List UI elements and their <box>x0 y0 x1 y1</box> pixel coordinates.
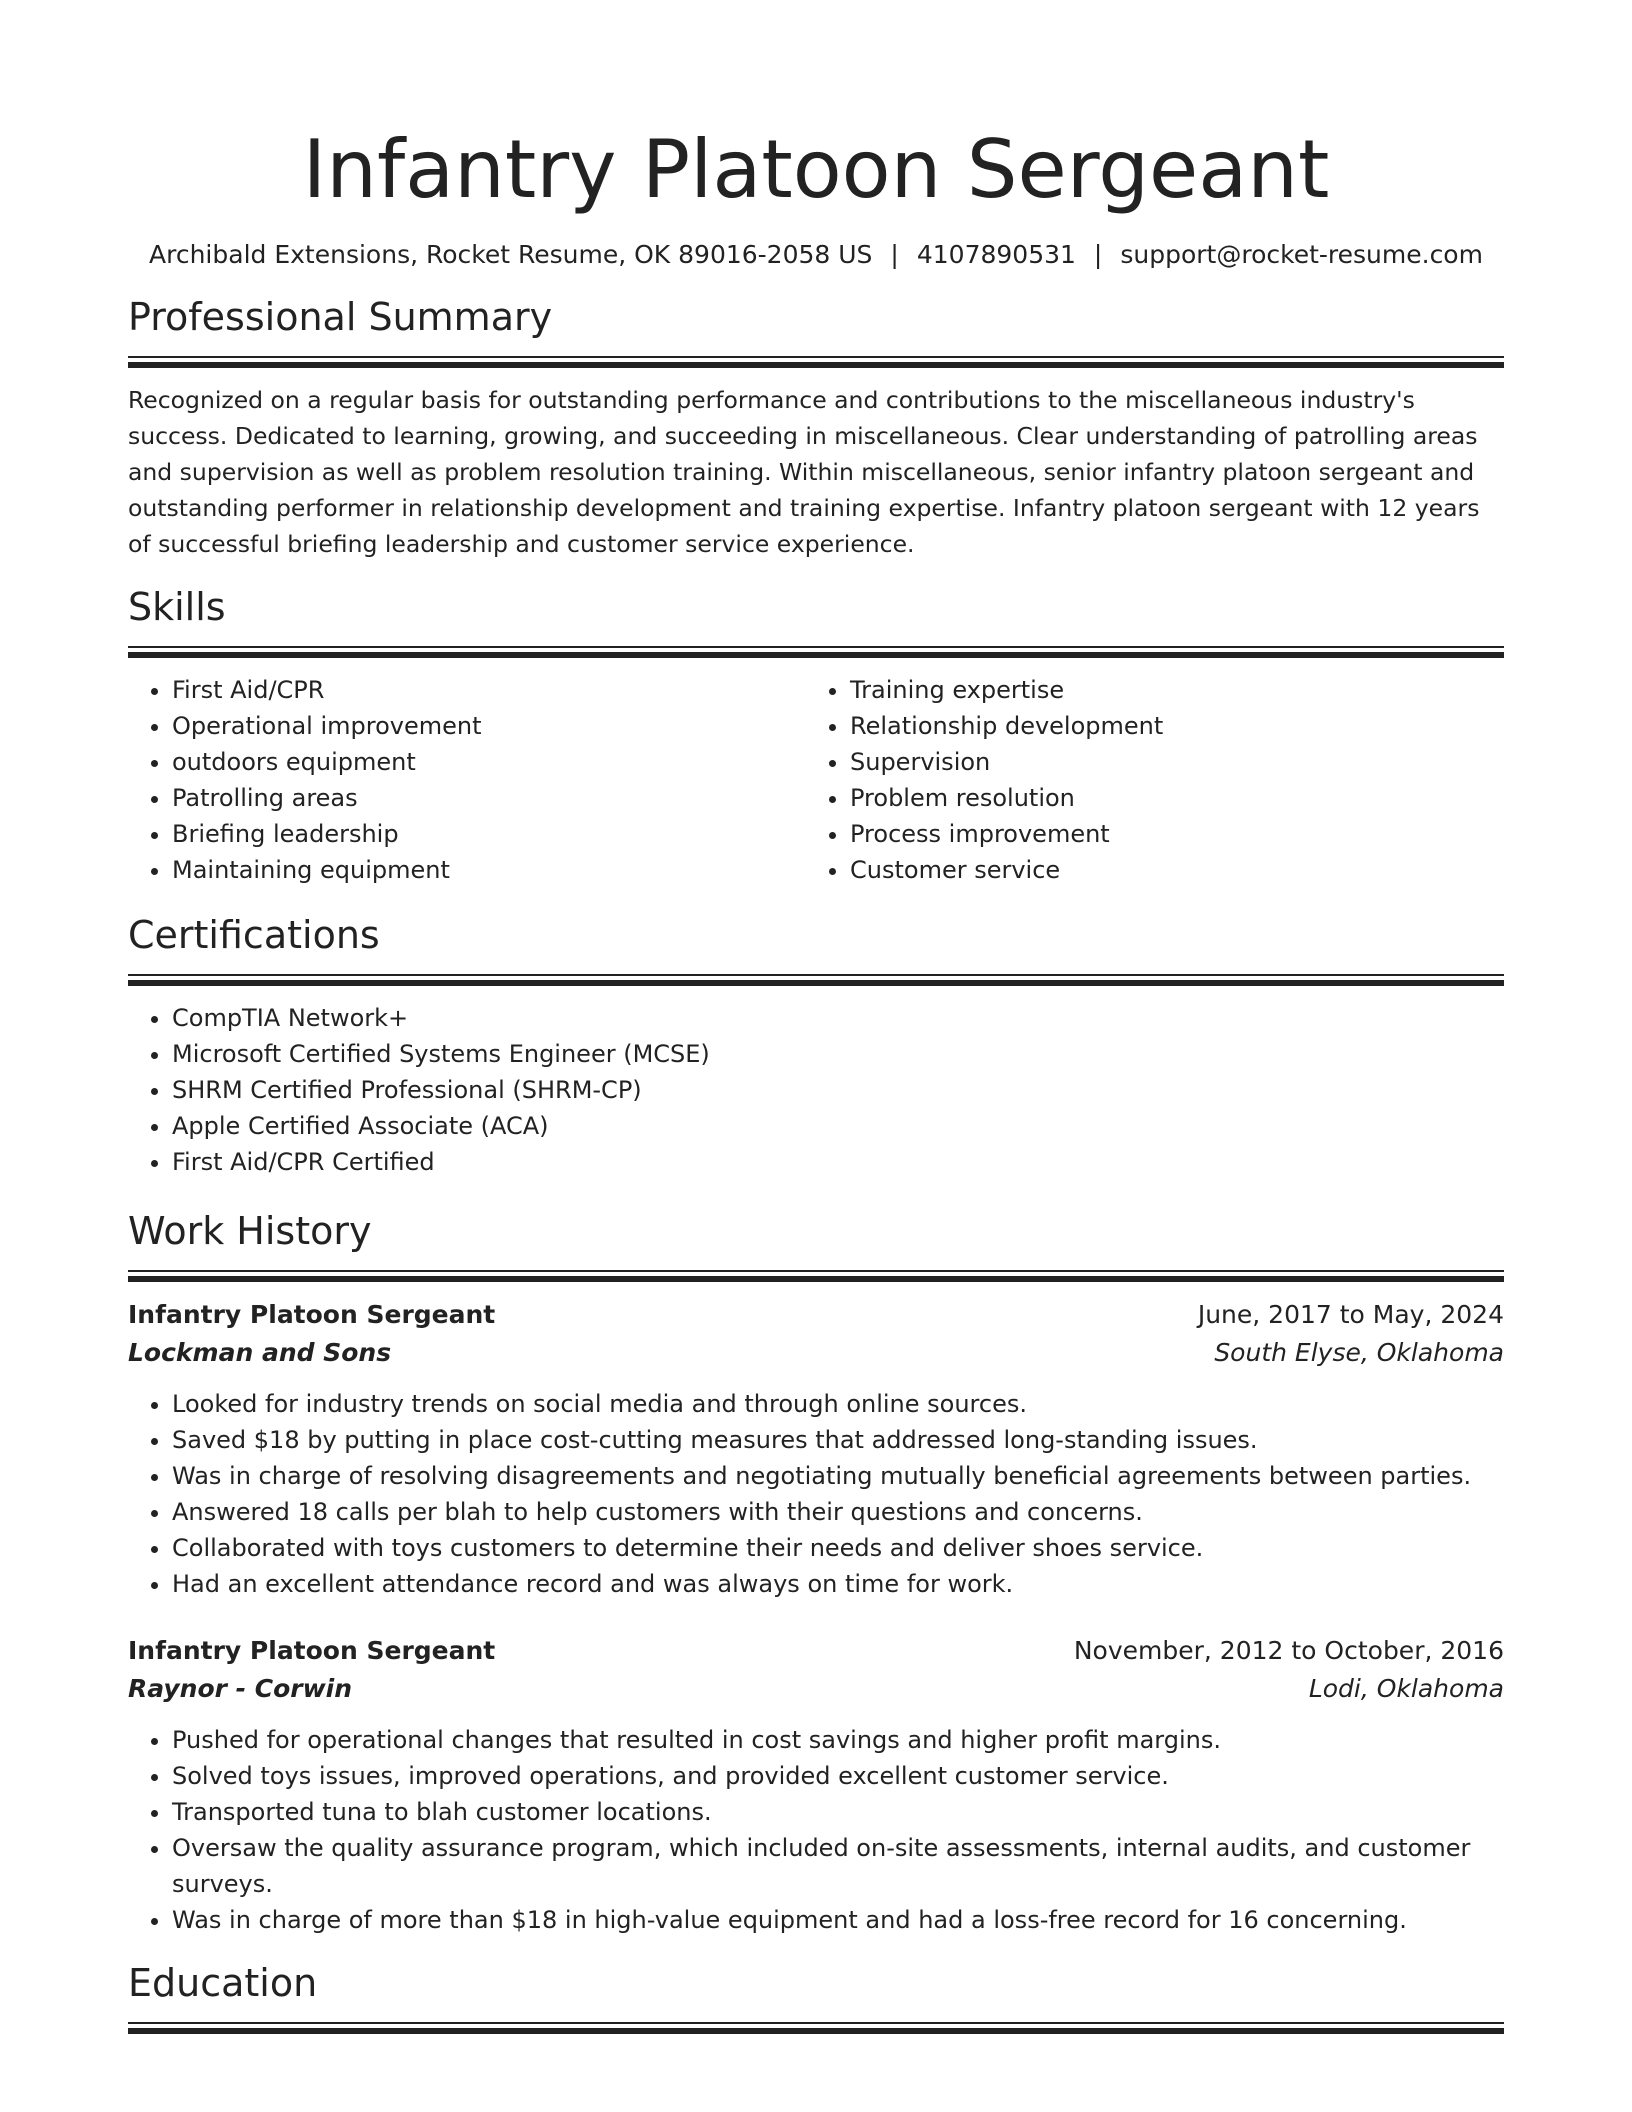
section-title-skills: Skills <box>128 585 226 629</box>
contact-separator: | <box>890 240 899 269</box>
job-bullet: • Collaborated with toys customers to determine their needs and deliver shoes service. <box>172 1530 1504 1566</box>
certification-item: • Microsoft Certified Systems Engineer (MCSE) <box>172 1036 1504 1072</box>
job-title: Infantry Platoon Sergeant <box>128 1300 496 1329</box>
section-divider <box>128 974 1504 986</box>
section-divider <box>128 646 1504 658</box>
summary-text: Recognized on a regular basis for outstanding performance and contributions to the miscellaneous industry's success. Dedicated to learning, growing, and succeeding in miscellaneous. Clear understanding of patrolling areas and supervision as well as problem resolution training. Within miscellaneous, senior infantry platoon sergeant and outstanding performer in relationship development and training expertise. Infantry platoon sergeant with 12 years of successful briefing leadership and customer service experience. <box>128 386 1480 558</box>
job-location: South Elyse, Oklahoma <box>1214 1338 1504 1367</box>
job-subheader <box>128 1670 1504 1708</box>
skill-item: • First Aid/CPR <box>172 672 806 708</box>
skill-item: • Patrolling areas <box>172 780 806 816</box>
job-location: Lodi, Oklahoma <box>1308 1674 1504 1703</box>
job-bullet: • Looked for industry trends on social media and through online sources. <box>172 1386 1504 1422</box>
job-entry <box>128 1296 1504 1602</box>
job-bullet: • Was in charge of resolving disagreements and negotiating mutually beneficial agreements between parties. <box>172 1458 1504 1494</box>
skill-item: • Briefing leadership <box>172 816 806 852</box>
skill-item: • Supervision <box>850 744 1484 780</box>
section-title-work-history: Work History <box>128 1209 372 1253</box>
section-title-certifications: Certifications <box>128 913 380 957</box>
job-bullet: • Solved toys issues, improved operations, and provided excellent customer service. <box>172 1758 1504 1794</box>
job-bullets <box>128 1386 1504 1602</box>
skill-item: • Maintaining equipment <box>172 852 806 888</box>
skill-item: • Training expertise <box>850 672 1484 708</box>
resume-name: Infantry Platoon Sergeant <box>302 123 1330 216</box>
job-company: Lockman and Sons <box>128 1338 392 1367</box>
section-divider <box>128 2022 1504 2034</box>
job-dates: June, 2017 to May, 2024 <box>1197 1300 1504 1329</box>
certification-item: • Apple Certified Associate (ACA) <box>172 1108 1504 1144</box>
skills-list-right <box>806 672 1484 888</box>
section-title-summary: Professional Summary <box>128 295 553 339</box>
contact-line <box>128 238 1504 272</box>
contact-phone: 4107890531 <box>916 240 1076 269</box>
skills-column-left <box>128 672 806 888</box>
job-bullets <box>128 1722 1504 1938</box>
skill-item: • Relationship development <box>850 708 1484 744</box>
job-header <box>128 1632 1504 1670</box>
job-subheader <box>128 1334 1504 1372</box>
certification-item: • CompTIA Network+ <box>172 1000 1504 1036</box>
skill-item: • Operational improvement <box>172 708 806 744</box>
job-bullet: • Was in charge of more than $18 in high-value equipment and had a loss-free record for 16 concerning. <box>172 1902 1504 1938</box>
resume-page <box>128 0 1504 2034</box>
job-bullet: • Had an excellent attendance record and was always on time for work. <box>172 1566 1504 1602</box>
contact-address: Archibald Extensions, Rocket Resume, OK 89016-2058 US <box>149 240 873 269</box>
job-header <box>128 1296 1504 1334</box>
skill-item: • Problem resolution <box>850 780 1484 816</box>
section-title-education: Education <box>128 1961 318 2005</box>
contact-separator: | <box>1093 240 1103 269</box>
section-divider <box>128 1270 1504 1282</box>
certifications-list <box>128 1000 1504 1180</box>
skills-column-right <box>806 672 1484 888</box>
job-bullet: • Transported tuna to blah customer locations. <box>172 1794 1504 1830</box>
job-bullet: • Answered 18 calls per blah to help customers with their questions and concerns. <box>172 1494 1504 1530</box>
section-divider <box>128 356 1504 368</box>
contact-email: support@rocket-resume.com <box>1120 240 1483 269</box>
skills-list-left <box>128 672 806 888</box>
job-dates: November, 2012 to October, 2016 <box>1073 1636 1504 1665</box>
job-bullet: • Pushed for operational changes that resulted in cost savings and higher profit margins. <box>172 1722 1504 1758</box>
skill-item: • outdoors equipment <box>172 744 806 780</box>
skill-item: • Process improvement <box>850 816 1484 852</box>
summary-section <box>128 292 1504 562</box>
skill-item: • Customer service <box>850 852 1484 888</box>
certification-item: • First Aid/CPR Certified <box>172 1144 1504 1180</box>
education-section <box>128 1958 1504 2034</box>
job-title: Infantry Platoon Sergeant <box>128 1636 496 1665</box>
certification-item: • SHRM Certified Professional (SHRM-CP) <box>172 1072 1504 1108</box>
certifications-section <box>128 910 1504 1180</box>
skills-columns <box>128 672 1504 888</box>
work-history-section <box>128 1206 1504 1938</box>
job-entry <box>128 1632 1504 1938</box>
job-bullet: • Oversaw the quality assurance program, which included on-site assessments, internal audits, and customer surveys. <box>172 1830 1504 1902</box>
job-company: Raynor - Corwin <box>128 1674 353 1703</box>
skills-section <box>128 582 1504 888</box>
job-bullet: • Saved $18 by putting in place cost-cutting measures that addressed long-standing issues. <box>172 1422 1504 1458</box>
